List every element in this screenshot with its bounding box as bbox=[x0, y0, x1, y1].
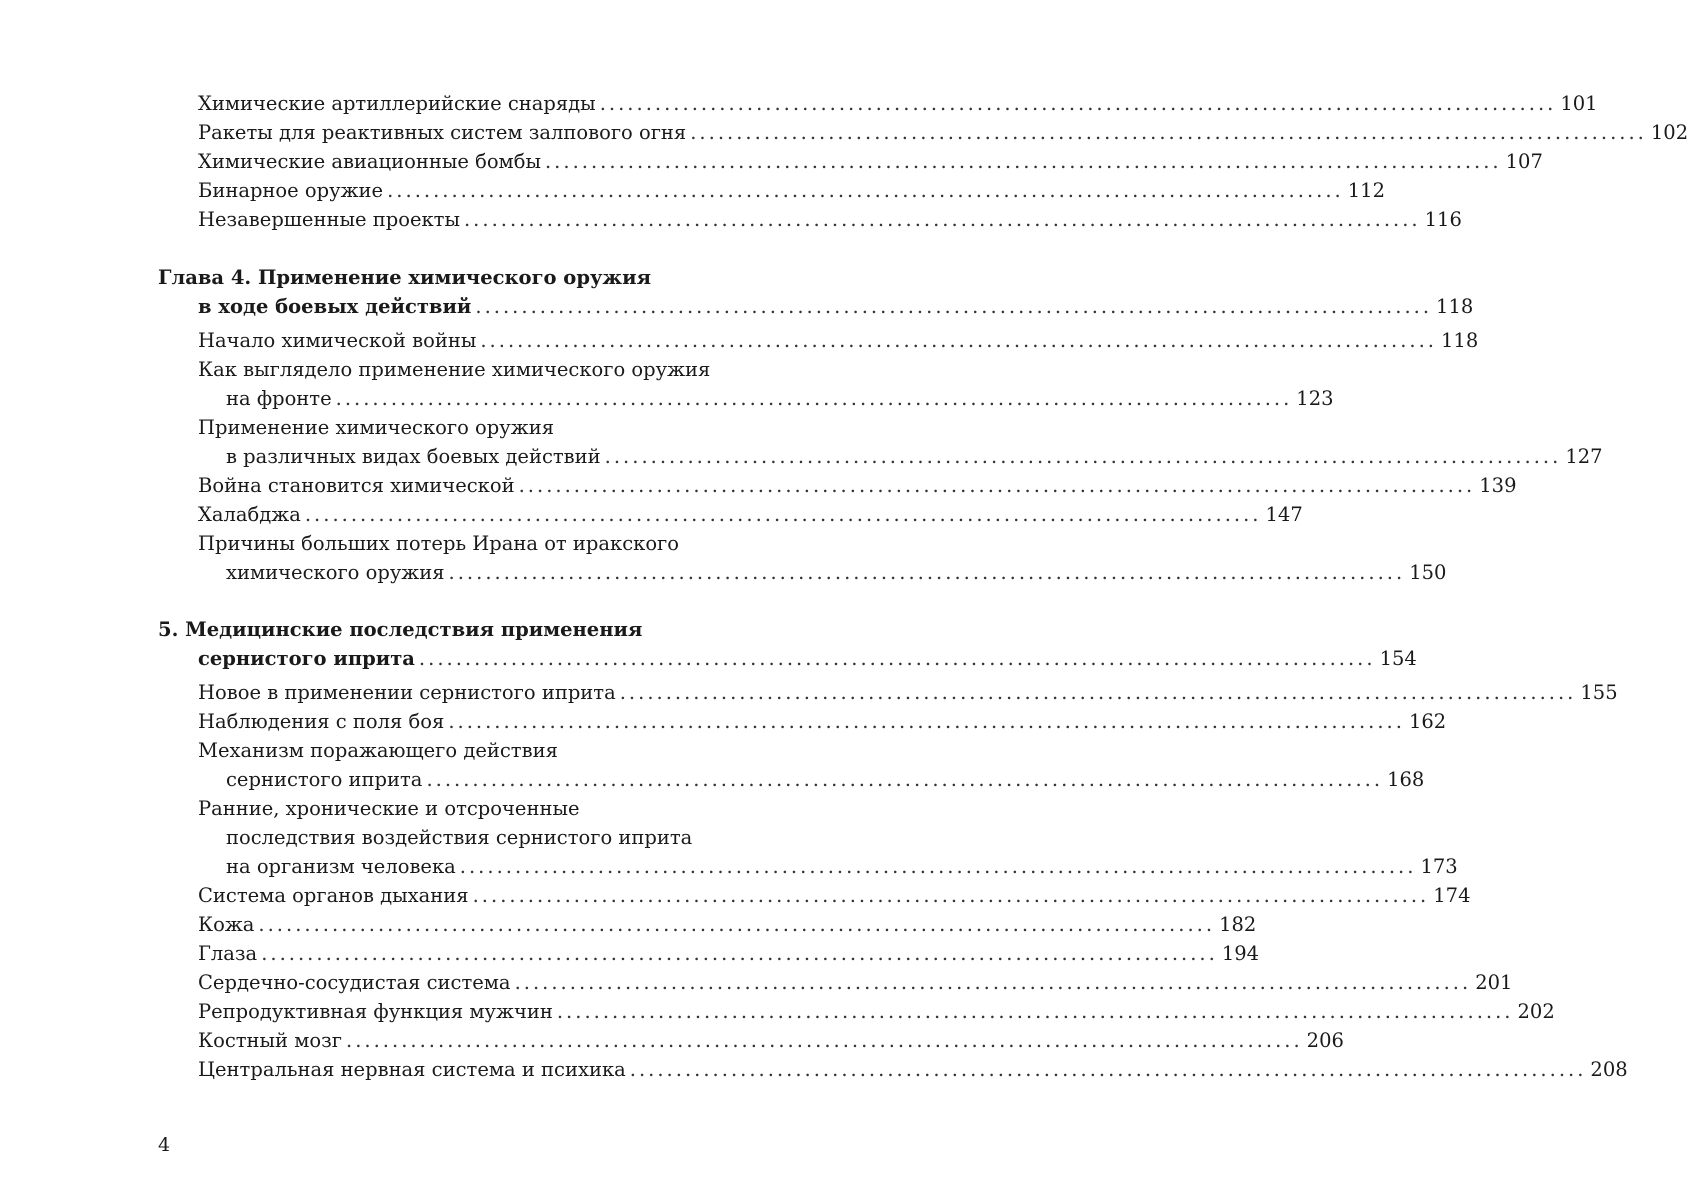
dot-leader: ........................................................................................................ bbox=[418, 647, 1376, 670]
toc-entry-title: сернистого иприта bbox=[226, 768, 423, 791]
chapter-heading bbox=[158, 263, 774, 293]
dot-leader: ........................................................................................................ bbox=[335, 387, 1293, 410]
toc-entry-title: Новое в применении сернистого иприта bbox=[198, 681, 616, 704]
toc-entry-title: химического оружия bbox=[226, 561, 445, 584]
dot-leader: ........................................................................................................ bbox=[544, 150, 1502, 173]
toc-entry-title: Костный мозг bbox=[198, 1029, 343, 1052]
toc-entry-page: 118 bbox=[1441, 329, 1479, 352]
dot-leader: ........................................................................................................ bbox=[448, 710, 1405, 733]
toc-entry-page: 174 bbox=[1433, 884, 1471, 907]
toc-entry-page: 201 bbox=[1475, 971, 1513, 994]
chapter-heading-continuation bbox=[198, 644, 1417, 674]
toc-entry-title: Начало химической войны bbox=[198, 329, 477, 352]
toc-entry-page: 101 bbox=[1560, 92, 1598, 115]
chapter-heading-line: 5. Медицинские последствия применения bbox=[158, 618, 643, 641]
toc-entry-continuation bbox=[226, 384, 1334, 414]
toc-entry-title: Как выглядело применение химического оружия bbox=[198, 358, 711, 381]
toc-entry-page: 194 bbox=[1221, 942, 1260, 965]
dot-leader: ........................................................................................................ bbox=[556, 1000, 1514, 1023]
toc-entry-title: Центральная нервная система и психика bbox=[198, 1058, 626, 1081]
toc-entry-title: Механизм поражающего действия bbox=[198, 739, 558, 762]
toc-entry-title: Причины больших потерь Ирана от иракского bbox=[198, 532, 680, 555]
dot-leader: ........................................................................................................ bbox=[387, 179, 1344, 202]
dot-leader: ........................................................................................................ bbox=[619, 681, 1577, 704]
toc-entry bbox=[198, 736, 774, 766]
toc-entry-page: 127 bbox=[1565, 445, 1603, 468]
toc-entry-title: Незавершенные проекты bbox=[198, 208, 460, 231]
chapter-heading-line: в ходе боевых действий bbox=[198, 295, 472, 318]
dot-leader: ........................................................................................................ bbox=[448, 561, 1406, 584]
toc-entry-title: на организм человека bbox=[226, 855, 456, 878]
toc-entry bbox=[198, 500, 1303, 530]
toc-entry bbox=[198, 413, 774, 443]
toc-entry bbox=[198, 678, 1618, 708]
toc-entry-page: 139 bbox=[1479, 474, 1517, 497]
toc-entry bbox=[198, 205, 1462, 235]
toc-entry-page: 202 bbox=[1517, 1000, 1555, 1023]
toc-entry-title: Сердечно-сосудистая система bbox=[198, 971, 511, 994]
dot-leader: ........................................................................................................ bbox=[604, 445, 1562, 468]
toc-entry-page: 155 bbox=[1580, 681, 1618, 704]
toc-entry-title: Химические артиллерийские снаряды bbox=[198, 92, 596, 115]
toc-entry-title: Глаза bbox=[198, 942, 258, 965]
page-number: 4 bbox=[158, 1134, 171, 1156]
chapter-heading bbox=[158, 615, 774, 645]
toc-entry-page: 107 bbox=[1505, 150, 1543, 173]
toc-entry bbox=[198, 529, 774, 559]
toc-entry bbox=[198, 147, 1543, 177]
toc-entry-title: Кожа bbox=[198, 913, 255, 936]
toc-entry bbox=[198, 939, 1260, 969]
dot-leader: ........................................................................................................ bbox=[599, 92, 1557, 115]
dot-leader: ........................................................................................................ bbox=[690, 121, 1647, 144]
toc-entry-page: 123 bbox=[1296, 387, 1334, 410]
toc-entry-page: 150 bbox=[1409, 561, 1447, 584]
dot-leader: ........................................................................................................ bbox=[475, 295, 1433, 318]
toc-entry-continuation bbox=[226, 765, 1425, 795]
toc-entry-page: 162 bbox=[1408, 710, 1447, 733]
dot-leader: ........................................................................................................ bbox=[459, 855, 1417, 878]
toc-entry-title: Система органов дыхания bbox=[198, 884, 469, 907]
chapter-heading-line: сернистого иприта bbox=[198, 647, 415, 670]
toc-entry bbox=[198, 707, 1447, 737]
dot-leader: ........................................................................................................ bbox=[480, 329, 1437, 352]
toc-entry bbox=[198, 1026, 1344, 1056]
toc-entry bbox=[198, 794, 774, 824]
toc-entry-title: Халабджа bbox=[198, 503, 301, 526]
toc-entry-page: 168 bbox=[1387, 768, 1425, 791]
dot-leader: ........................................................................................................ bbox=[426, 768, 1384, 791]
dot-leader: ........................................................................................................ bbox=[514, 971, 1472, 994]
dot-leader: ........................................................................................................ bbox=[261, 942, 1218, 965]
chapter-page: 118 bbox=[1436, 295, 1474, 318]
toc-entry bbox=[198, 997, 1555, 1027]
toc-entry-page: 173 bbox=[1420, 855, 1458, 878]
toc-entry-page: 116 bbox=[1424, 208, 1462, 231]
toc-entry bbox=[198, 176, 1385, 206]
toc-entry-title: на фронте bbox=[226, 387, 332, 410]
toc-entry-continuation bbox=[226, 823, 774, 853]
chapter-page: 154 bbox=[1379, 647, 1417, 670]
toc-entry-title: последствия воздействия сернистого иприта bbox=[226, 826, 693, 849]
toc-entry-page: 102 bbox=[1650, 121, 1688, 144]
toc-entry bbox=[198, 881, 1471, 911]
toc-entry-title: Применение химического оружия bbox=[198, 416, 554, 439]
toc-entry-title: Ранние, хронические и отсроченные bbox=[198, 797, 580, 820]
dot-leader: ........................................................................................................ bbox=[463, 208, 1421, 231]
dot-leader: ........................................................................................................ bbox=[629, 1058, 1587, 1081]
toc-entry-title: Химические авиационные бомбы bbox=[198, 150, 541, 173]
toc-entry-continuation bbox=[226, 852, 1458, 882]
toc-entry bbox=[198, 118, 1688, 148]
toc-entry-page: 208 bbox=[1590, 1058, 1628, 1081]
toc-entry-page: 182 bbox=[1219, 913, 1257, 936]
toc-entry-title: Ракеты для реактивных систем залпового огня bbox=[198, 121, 687, 144]
toc-entry bbox=[198, 1055, 1628, 1085]
toc-entry bbox=[198, 355, 774, 385]
toc-entry-page: 147 bbox=[1265, 503, 1303, 526]
toc-entry bbox=[198, 326, 1479, 356]
toc-entry-page: 206 bbox=[1306, 1029, 1344, 1052]
toc-entry bbox=[198, 89, 1598, 119]
toc-entry-continuation bbox=[226, 442, 1603, 472]
dot-leader: ........................................................................................................ bbox=[258, 913, 1216, 936]
dot-leader: ........................................................................................................ bbox=[472, 884, 1430, 907]
toc-entry-title: Наблюдения с поля боя bbox=[198, 710, 445, 733]
toc-entry-title: в различных видах боевых действий bbox=[226, 445, 601, 468]
toc-entry-title: Бинарное оружие bbox=[198, 179, 384, 202]
toc-entry-continuation bbox=[226, 558, 1447, 588]
toc-entry-page: 112 bbox=[1347, 179, 1385, 202]
dot-leader: ........................................................................................................ bbox=[346, 1029, 1303, 1052]
toc-entry bbox=[198, 968, 1513, 998]
toc-entry bbox=[198, 471, 1517, 501]
toc-entry-title: Война становится химической bbox=[198, 474, 515, 497]
toc-entry bbox=[198, 910, 1257, 940]
chapter-heading-continuation bbox=[198, 292, 1474, 322]
dot-leader: ........................................................................................................ bbox=[304, 503, 1262, 526]
dot-leader: ........................................................................................................ bbox=[518, 474, 1476, 497]
chapter-heading-line: Глава 4. Применение химического оружия bbox=[158, 266, 651, 289]
toc-entry-title: Репродуктивная функция мужчин bbox=[198, 1000, 553, 1023]
